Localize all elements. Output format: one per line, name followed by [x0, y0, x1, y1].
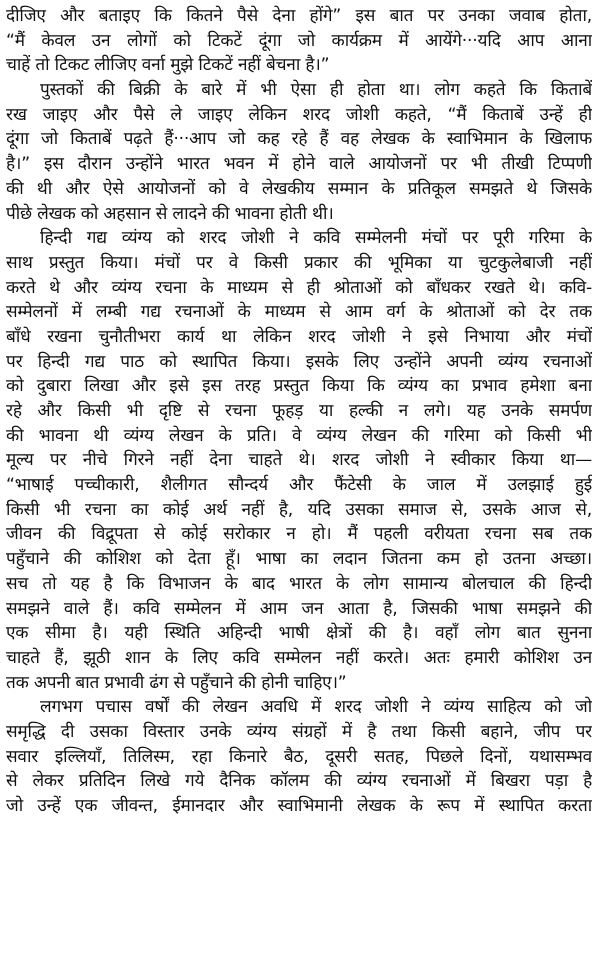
text-line: जो उन्हें एक जीवन्त, ईमानदार और स्वाभिमानी लेखक के रूप में स्थापित करता — [6, 796, 592, 816]
text-line: मूल्य पर नीचे गिरने नहीं देना चाहते थे। शरद जोशी ने स्वीकार किया था— — [6, 450, 592, 471]
text-line: रहे और किसी भी दृष्टि से रचना फूहड़ या हल्की न लगे। यह उनके समर्पण — [6, 401, 592, 421]
text-line: दीजिए और बताइए कि कितने पैसे देना होंगे” इस बात पर उनका जवाब होता, — [6, 6, 592, 26]
text-line: समझने वाले हैं। कवि सम्मेलन में आम जन आता है, जिसकी भाषा समझने की — [6, 598, 592, 619]
text-line: की थी और ऐसे आयोजनों को वे लेखकीय सम्मान के प्रतिकूल समझते थे जिसके — [6, 178, 592, 199]
text-line: पर हिन्दी गद्य पाठ को स्थापित किया। इसके लिए उन्होंने अपनी व्यंग्य रचनाओं — [6, 351, 592, 372]
text-line: बाँधे रखना चुनौतीभरा कार्य था लेकिन शरद जोशी ने इसे निभाया और मंचों — [6, 326, 592, 347]
text-line: रख जाइए और पैसे ले जाइए लेकिन शरद जोशी कहते, “मैं किताबें उन्हें ही — [6, 104, 592, 125]
text-line: एक सीमा है। यही स्थिति अहिन्दी भाषी क्षेत्रों की है। वहाँ लोग बात सुनना — [6, 623, 592, 644]
text-line: करते थे और व्यंग्य रचना के माध्यम से ही श्रोताओं को बाँधकर रखते थे। कवि- — [6, 277, 592, 298]
text-line: साथ प्रस्तुत किया। मंचों पर वे किसी प्रकार की भूमिका या चुटकुलेबाजी नहीं — [6, 252, 592, 273]
text-line: हिन्दी गद्य व्यंग्य को शरद जोशी ने कवि सम्मेलनी मंचों पर पूरी गरिमा के — [40, 228, 592, 249]
text-line: चाहते हैं, झूठी शान के लिए कवि सम्मेलन नहीं करते। अतः हमारी कोशिश उन — [6, 647, 592, 668]
text-line: समृद्धि दी उसका विस्तार उनके व्यंग्य संग्रहों में है तथा किसी बहाने, जीप पर — [6, 721, 592, 742]
text-line: सवार इल्लियाँ, तिलिस्म, रहा किनारे बैठ, दूसरी सतह, पिछले दिनों, यथासम्भव — [6, 746, 592, 767]
text-line: पीछे लेखक को अहसान से लादने की भावना होती थी। — [6, 203, 334, 224]
text-line: किसी भी रचना का कोई अर्थ नहीं है, यदि उसका समाज से, उसके आज से, — [6, 499, 592, 520]
text-line: “भाषाई पच्चीकारी, शैलीगत सौन्दर्य और फैंटेसी के जाल में उलझाई हुई — [6, 475, 592, 496]
text-line: जीवन की विद्रूपता से कोई सरोकार न हो। मैं पहली वरीयता रचना सब तक — [6, 524, 592, 545]
text-line: पुस्तकों की बिक्री के बारे में भी ऐसा ही होता था। लोग कहते कि किताबें — [40, 80, 592, 101]
text-line: सच तो यह है कि विभाजन के बाद भारत के लोग सामान्य बोलचाल की हिन्दी — [6, 573, 592, 594]
text-line: सम्मेलनों में लम्बी गद्य रचनाओं के माध्यम से आम वर्ग के श्रोताओं को देर तक — [6, 302, 592, 323]
text-line: “मैं केवल उन लोगों को टिकटें दूंगा जो कार्यक्रम में आयेंगे···यदि आप आना — [6, 30, 592, 51]
text-line: चाहें तो टिकट लीजिए वर्ना मुझे टिकटें नहीं बेचना है।” — [6, 55, 330, 76]
text-line: तक अपनी बात प्रभावी ढंग से पहुँचाने की होनी चाहिए।” — [6, 672, 347, 693]
text-line: से लेकर प्रतिदिन लिखे गये दैनिक कॉलम की व्यंग्य रचनाओं में बिखरा पड़ा है — [6, 771, 592, 792]
body-text — [6, 4, 592, 819]
text-line: को दुबारा लिखा और इसे इस तरह प्रस्तुत किया कि व्यंग्य का प्रभाव हमेशा बना — [6, 376, 592, 397]
text-line: लगभग पचास वर्षों की लेखन अवधि में शरद जोशी ने व्यंग्य साहित्य को जो — [40, 697, 592, 718]
text-line: की भावना थी व्यंग्य लेखन के प्रति। वे व्यंग्य लेखन की गरिमा को किसी भी — [6, 425, 592, 446]
text-line: है।” इस दौरान उन्होंने भारत भवन में होने वाले आयोजनों पर भी तीखी टिप्पणी — [6, 154, 592, 175]
text-line: दूंगा जो किताबें पढ़ते हैं···आप जो कह रहे हैं वह लेखक के स्वाभिमान के खिलाफ — [6, 129, 592, 150]
text-line: पहुँचाने की कोशिश को देता हूँ। भाषा का लदान जितना कम हो उतना अच्छा। — [6, 549, 592, 570]
